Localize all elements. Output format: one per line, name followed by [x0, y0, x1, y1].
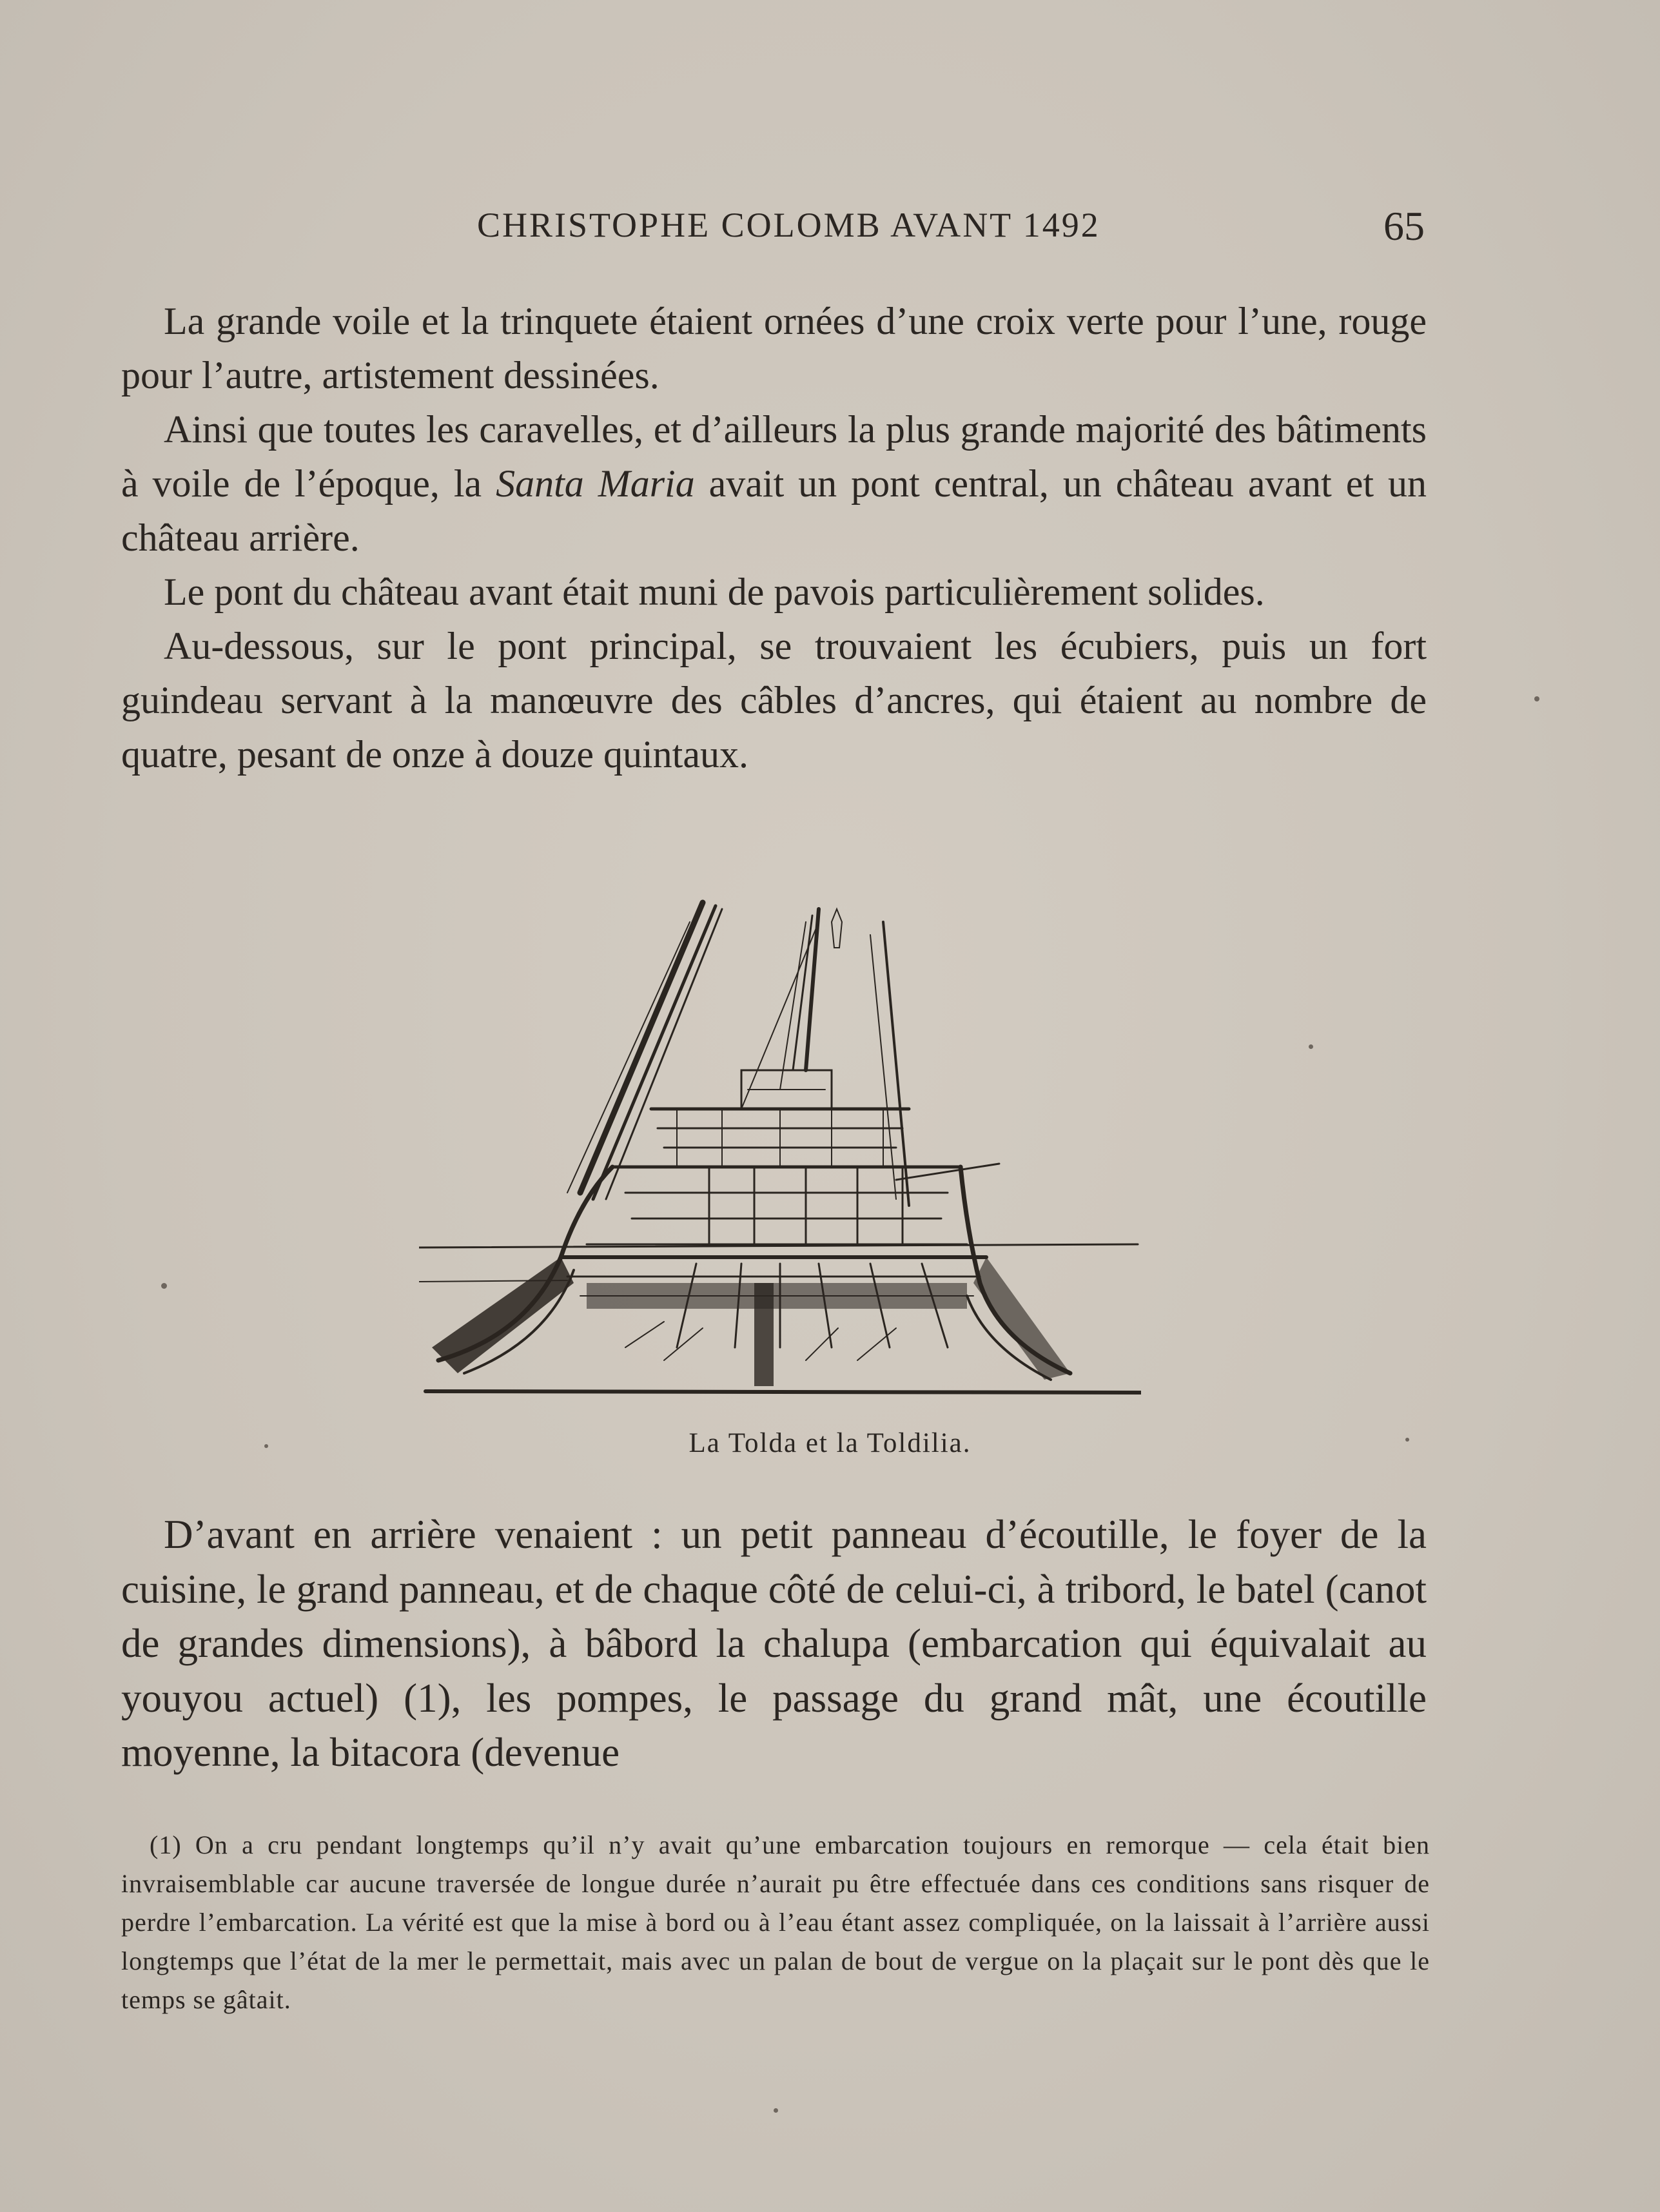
body-text-top [121, 294, 1427, 781]
figure-caption: La Tolda et la Toldilia. [688, 1428, 972, 1458]
page-number: 65 [1383, 203, 1425, 249]
paper-speck [161, 1283, 167, 1289]
running-title: CHRISTOPHE COLOMB AVANT 1492 [477, 206, 1100, 244]
paper-speck [1405, 1438, 1409, 1442]
paragraph: Le pont du château avant était muni de pavois particulièrement solides. [164, 571, 1265, 613]
paragraph: Ainsi que toutes les caravelles, et d’ailleurs la plus grande majorité des bâtiments à voile de l’époque, la Santa Maria avait un pont central, un château avant et un château arrière. [121, 408, 1427, 559]
paragraph: Au-dessous, sur le pont principal, se trouvaient les écubiers, puis un fort guindeau servant à la manœuvre des câbles d’ancres, qui étaient au nombre de quatre, pesant de onze à douze quintaux. [121, 625, 1427, 776]
ship-deck-illustration [419, 896, 1141, 1412]
paper-speck [264, 1444, 268, 1448]
ship-name-emphasis: Santa Maria [496, 462, 695, 505]
paragraph: La grande voile et la trinquete étaient ornées d’une croix verte pour l’une, rouge pour l’autre, artistement dessinées. [121, 300, 1427, 396]
page-header [477, 205, 1444, 257]
paper-speck [1534, 696, 1539, 701]
paper-speck [774, 2108, 778, 2113]
ship-engraving [419, 896, 1141, 1412]
footnote-text: (1) On a cru pendant longtemps qu’il n’y avait qu’une embarcation toujours en remorque — cela était bien invraisemblable car aucune traversée de longue durée n’aurait pu être effectuée dans ces conditions sans risquer de perdre l’embarcation. La vérité est que la mise à bord ou à l’eau étant assez compliquée, on la laissait à l’arrière aussi longtemps que l’état de la mer le permettait, mais avec un palan de bout de vergue on la plaçait sur le pont dès que le temps se gâtait. [121, 1830, 1430, 2014]
body-text-bottom [121, 1507, 1427, 1780]
paragraph: D’avant en arrière venaient : un petit panneau d’écoutille, le foyer de la cuisine, le grand panneau, et de chaque côté de celui-ci, à tribord, le batel (canot de grandes dimensions), à bâbord la chalupa (embarcation qui équivalait au youyou actuel) (1), les pompes, le passage du grand mât, une écoutille moyenne, la bitacora (devenue [121, 1512, 1427, 1775]
paper-speck [1309, 1044, 1313, 1049]
footnote [121, 1826, 1430, 2019]
